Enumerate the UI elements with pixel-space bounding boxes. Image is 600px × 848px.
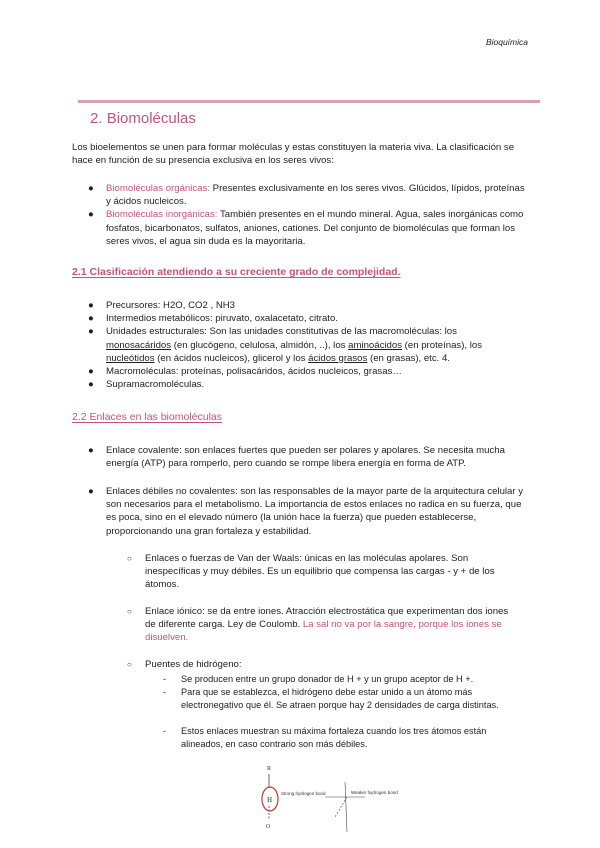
item-text: Precursores: H2O, CO2 , NH3: [106, 300, 236, 311]
item-text: Supramacromoléculas.: [106, 379, 205, 391]
section-number: 2.: [90, 110, 103, 127]
title-rule: [78, 100, 540, 103]
item-text: (en glucógeno, celulosa, almidón, ..), los: [171, 339, 349, 351]
bullet-text: Presentes exclusivamente en los seres vivos. Glúcidos, lípidos, proteínas y ácidos nucleicos.: [106, 183, 525, 208]
list-item: ● Enlace covalente: son enlaces fuertes que pueden ser polares y apolares. Se necesita mucha energía (ATP) para romperlo, pero cuando se rompe libera energía en forma de ATP.: [88, 445, 505, 470]
list-item: ● Intermedios metabólicos: piruvato, oxalacetato, citrato.: [88, 313, 338, 325]
bullet-term: Biomoléculas inorgánicas:: [106, 209, 218, 221]
bullet-text: También presentes en el mundo mineral. Agua, sales inorgánicas como fosfatos, bicarbonatos, sulfatos, aniones, cationes. Del conjunto de biomoléculas que forman los seres vivos, el agua sin duda es la mayoritaria.: [106, 209, 524, 247]
item-text: (en ácidos nucleicos), glicerol y los: [154, 352, 309, 364]
list-item: ● Supramacromoléculas.: [88, 379, 205, 391]
intro-paragraph: Los bioelementos se unen para formar moléculas y estas constituyen la materia viva. La clasificación se hace en función de su presencia exclusiva en los seres vivos:: [72, 142, 515, 167]
subsection-heading-2-2: 2.2 Enlaces en las biomoléculas: [72, 411, 223, 423]
list-item: ● Biomoléculas inorgánicas: También presentes en el mundo mineral. Agua, sales inorgánicas como fosfatos, bicarbonatos, sulfatos, aniones, cationes. Del conjunto de biomoléculas que forman los seres vivos, el agua sin duda es la mayoritaria.: [88, 209, 524, 247]
item-text: Puentes de hidrógeno:: [145, 659, 242, 670]
hydrogen-bond-figure: [255, 762, 405, 842]
list-item: ● Macromoléculas: proteínas, polisacáridos, ácidos nucleicos, grasas…: [88, 366, 402, 378]
item-text: Para que se establezca, el hidrógeno debe estar unido a un átomo más electronegativo que él. Se atraen porque hay 2 densidades de carga distintas.: [181, 687, 499, 710]
covalent-list: [72, 444, 532, 470]
list-item: ● Enlaces débiles no covalentes: son las responsables de la mayor parte de la arquitectura celular y son necesarios para el metabolismo. La importancia de estos enlaces no radica en su fuerza, que es poca, sino en el elevado número (la unión hace la fuerza) que pueden establecerse, proporcionando una gran fortaleza y estabilidad.: [88, 486, 524, 537]
item-text: Enlaces o fuerzas de Van der Waals: únicas en las moléculas apolares. Son inespecíficas y muy débiles. Es un equilibrio que compensa las cargas - y + de los átomos.: [145, 553, 495, 591]
item-text: (en proteínas), los: [402, 339, 482, 351]
vdw-item: ○ Enlaces o fuerzas de Van der Waals: únicas en las moléculas apolares. Son inespecíficas y muy débiles. Es un equilibrio que compensa las cargas - y + de los átomos.: [127, 553, 495, 591]
item-text: Se producen entre un grupo donador de H + y un grupo aceptor de H +.: [181, 674, 474, 684]
figure-atom-o: O: [266, 824, 271, 830]
ionic-note: La sal no va por la sangre, porque los iones se disuelven.: [145, 619, 502, 644]
section-title-text: Biomoléculas: [106, 110, 196, 127]
item-text: (en grasas), etc. 4.: [367, 352, 450, 364]
biomolecule-type-list: [72, 182, 532, 248]
hbond-point: - Se producen entre un grupo donador de H + y un grupo aceptor de H +.: [163, 674, 474, 684]
underlined-term: monosacáridos: [106, 339, 172, 351]
section-title: [90, 110, 196, 127]
item-text: Intermedios metabólicos: piruvato, oxalacetato, citrato.: [106, 313, 338, 325]
running-header: Bioquímica: [485, 37, 528, 47]
list-item: ● Precursores: H2O, CO2 , NH3: [88, 300, 236, 311]
underlined-term: aminoácidos: [348, 339, 402, 351]
item-text: Enlaces débiles no covalentes: son las responsables de la mayor parte de la arquitectura celular y son necesarios para el metabolismo. La importancia de estos enlaces no radica en su fuerza, que es poca, sino en el elevado número (la unión hace la fuerza) que pueden establecerse, proporcionando una gran fortaleza y estabilidad.: [106, 486, 524, 537]
complexity-list: [72, 299, 532, 391]
item-text: Enlace covalente: son enlaces fuertes que pueden ser polares y apolares. Se necesita mucha energía (ATP) para romperlo, pero cuando se rompe libera energía en forma de ATP.: [106, 445, 505, 470]
list-item: ● Biomoléculas orgánicas: Presentes exclusivamente en los seres vivos. Glúcidos, lípidos, proteínas y ácidos nucleicos.: [88, 183, 525, 208]
ionic-item: ○ Enlace iónico: se da entre iones. Atracción electrostática que experimentan dos iones de diferente carga. Ley de Coulomb. La sal no va por la sangre, porque los iones se disuelven.: [127, 606, 509, 644]
item-text: Unidades estructurales: Son las unidades constitutivas de las macromoléculas: los: [106, 326, 457, 338]
weak-bonds-list: [72, 485, 532, 538]
item-text: Macromoléculas: proteínas, polisacáridos, ácidos nucleicos, grasas…: [106, 366, 402, 378]
bullet-term: Biomoléculas orgánicas:: [106, 183, 210, 194]
hydrogen-bond-item: ○ Puentes de hidrógeno:: [127, 659, 242, 670]
strong-bond-label: Strong hydrogen bond: [281, 791, 326, 796]
weak-bond-label: Weaker hydrogen bond: [351, 790, 398, 795]
subsection-heading-2-1: 2.1 Clasificación atendiendo a su creciente grado de complejidad.: [72, 266, 401, 278]
hbond-point: - Para que se establezca, el hidrógeno debe estar unido a un átomo más electronegativo que él. Se atraen porque hay 2 densidades de carga distintas.: [163, 687, 499, 710]
figure-atom-r: R: [267, 766, 272, 772]
item-text: Enlace iónico: se da entre iones. Atracción electrostática que experimentan dos iones de diferente carga. Ley de Coulomb.: [145, 606, 509, 631]
underlined-term: nucleótidos: [106, 352, 155, 364]
hbond-point: - Estos enlaces muestran su máxima fortaleza cuando los tres átomos están alineados, en caso contrario son más débiles.: [163, 726, 487, 749]
underlined-term: ácidos grasos: [308, 352, 368, 364]
list-item: ● Unidades estructurales: Son las unidades constitutivas de las macromoléculas: los monosacáridos (en glucógeno, celulosa, almidón, ..), los aminoácidos (en proteínas), los nucleótidos (en ácidos nucleicos), glicerol y los ácidos grasos (en grasas), etc. 4.: [88, 326, 482, 364]
figure-atom-h: H: [267, 796, 273, 804]
item-text: Estos enlaces muestran su máxima fortaleza cuando los tres átomos están alineados, en caso contrario son más débiles.: [181, 726, 487, 749]
